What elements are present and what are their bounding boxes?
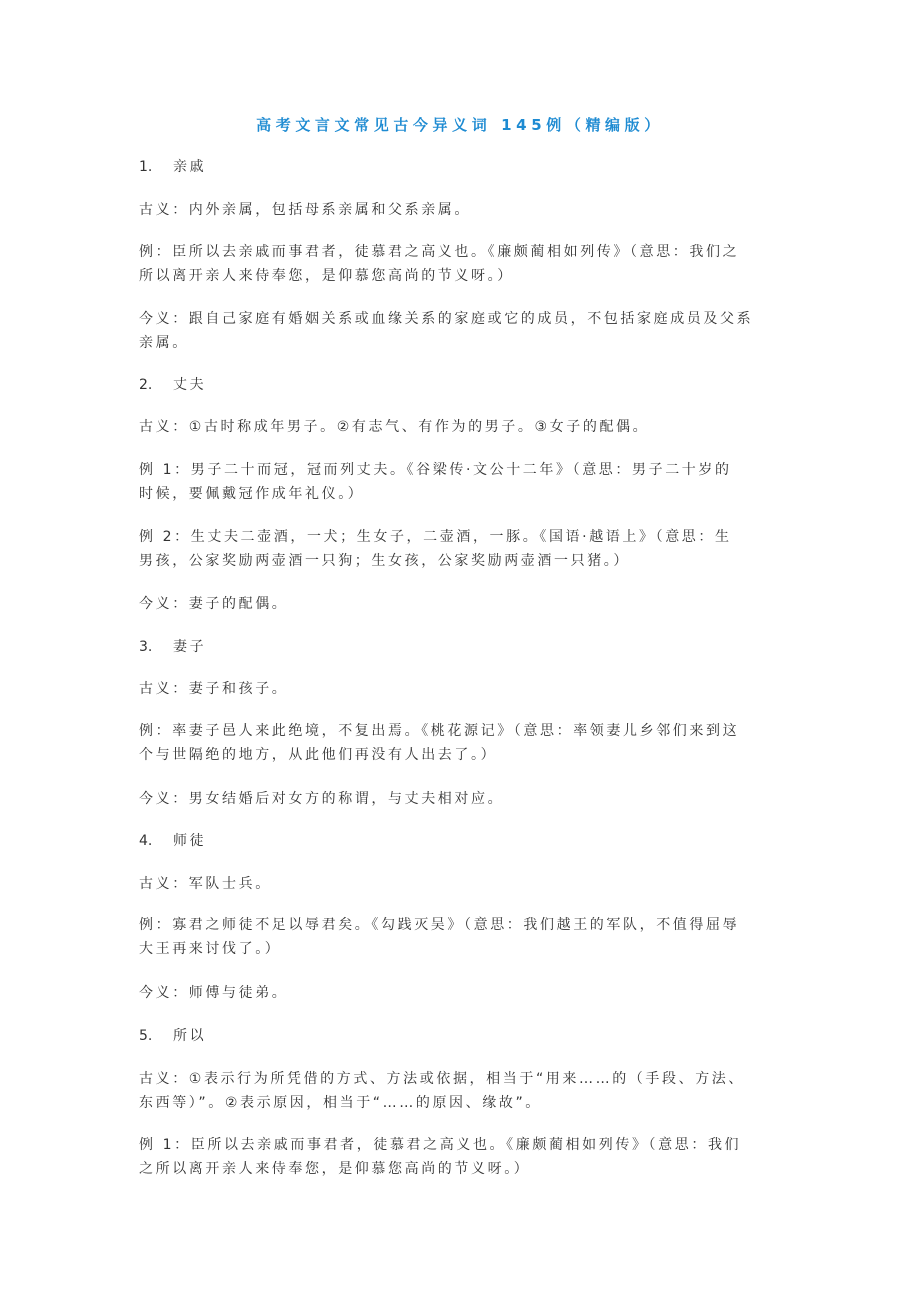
paragraph-line: 亲属。 xyxy=(139,335,189,351)
section-number: 1. xyxy=(139,159,153,175)
section-word: 师徒 xyxy=(173,833,207,849)
paragraph-line: 古义：①表示行为所凭借的方式、方法或依据，相当于“用来……的（手段、方法、 xyxy=(139,1071,746,1087)
paragraph-line: 男孩，公家奖励两壶酒一只狗；生女孩，公家奖励两壶酒一只猪。） xyxy=(139,553,630,569)
section-heading xyxy=(139,157,206,177)
section-heading xyxy=(139,831,206,851)
paragraph-line: 例：臣所以去亲戚而事君者，徒慕君之高义也。《廉颇蔺相如列传》（意思：我们之 xyxy=(139,244,740,260)
paragraph-line: 今义：男女结婚后对女方的称谓，与丈夫相对应。 xyxy=(139,791,505,807)
section-number: 5. xyxy=(139,1028,153,1044)
section-heading xyxy=(139,375,206,395)
paragraph-line: 古义：①古时称成年男子。②有志气、有作为的男子。③女子的配偶。 xyxy=(139,419,650,435)
document-title: 高考文言文常见古今异义词 145例（精编版） xyxy=(256,116,664,134)
paragraph-line: 所以离开亲人来侍奉您，是仰慕您高尚的节义呀。） xyxy=(139,268,514,284)
paragraph-line: 例 1：男子二十而冠，冠而列丈夫。《谷梁传·文公十二年》（意思：男子二十岁的 xyxy=(139,462,732,478)
paragraph-line: 时候，要佩戴冠作成年礼仪。） xyxy=(139,486,365,502)
paragraph-line: 古义：军队士兵。 xyxy=(139,876,272,892)
section-number: 3. xyxy=(139,639,153,655)
section-heading xyxy=(139,1026,206,1046)
section-word: 亲戚 xyxy=(173,159,207,175)
paragraph-line: 古义：内外亲属，包括母系亲属和父系亲属。 xyxy=(139,202,471,218)
paragraph-line: 个与世隔绝的地方，从此他们再没有人出去了。） xyxy=(139,747,498,763)
paragraph-line: 例 1：臣所以去亲戚而事君者，徒慕君之高义也。《廉颇蔺相如列传》（意思：我们 xyxy=(139,1137,742,1153)
paragraph-line: 例：寡君之师徒不足以辱君矣。《勾践灭吴》（意思：我们越王的军队，不值得屈辱 xyxy=(139,917,740,933)
paragraph-line: 今义：师傅与徒弟。 xyxy=(139,985,289,1001)
paragraph-line: 大王再来讨伐了。） xyxy=(139,941,282,957)
paragraph-line: 例：率妻子邑人来此绝境，不复出焉。《桃花源记》（意思：率领妻儿乡邻们来到这 xyxy=(139,723,740,739)
section-word: 妻子 xyxy=(173,639,207,655)
section-number: 4. xyxy=(139,833,153,849)
section-word: 所以 xyxy=(173,1028,207,1044)
section-word: 丈夫 xyxy=(173,377,207,393)
section-heading xyxy=(139,637,206,657)
paragraph-line: 东西等）”。②表示原因，相当于“……的原因、缘故”。 xyxy=(139,1095,542,1111)
paragraph-line: 今义：跟自己家庭有婚姻关系或血缘关系的家庭或它的成员，不包括家庭成员及父系 xyxy=(139,311,754,327)
paragraph-line: 之所以离开亲人来侍奉您，是仰慕您高尚的节义呀。） xyxy=(139,1161,531,1177)
paragraph-line: 今义：妻子的配偶。 xyxy=(139,596,289,612)
section-number: 2. xyxy=(139,377,153,393)
paragraph-line: 古义：妻子和孩子。 xyxy=(139,681,289,697)
paragraph-line: 例 2：生丈夫二壶酒，一犬；生女子，二壶酒，一豚。《国语·越语上》（意思：生 xyxy=(139,529,732,545)
